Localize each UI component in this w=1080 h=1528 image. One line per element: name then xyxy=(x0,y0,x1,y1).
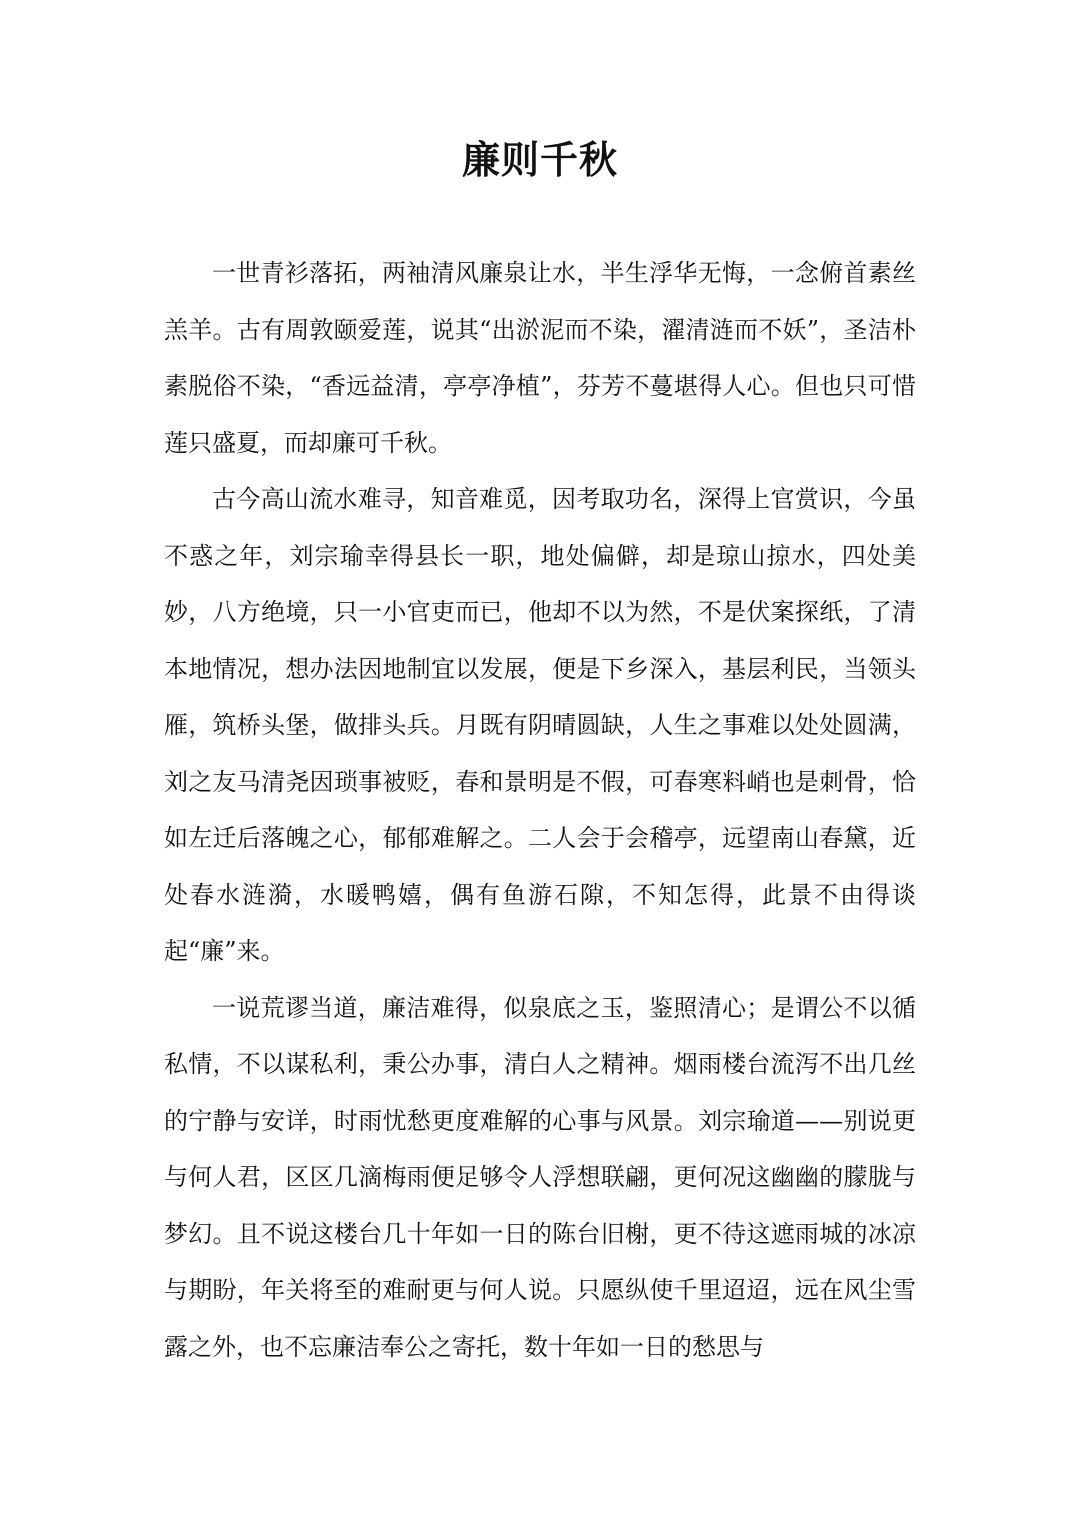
paragraph-1: 一世青衫落拓，两袖清风廉泉让水，半生浮华无悔，一念俯首素丝羔羊。古有周敦颐爱莲，说其“出淤泥而不染，濯清涟而不妖”，圣洁朴素脱俗不染，“香远益清，亭亭净植”，芬芳不蔓堪得人心。但也只可惜莲只盛夏，而却廉可千秋。 xyxy=(164,259,916,457)
document-title: 廉则千秋 xyxy=(461,138,618,182)
paragraph-3: 一说荒谬当道，廉洁难得，似泉底之玉，鉴照清心；是谓公不以循私情，不以谋私利，秉公办事，清白人之精神。烟雨楼台流泻不出几丝的宁静与安详，时雨忧愁更度难解的心事与风景。刘宗瑜道——别说更与何人君，区区几滴梅雨便足够令人浮想联翩，更何况这幽幽的朦胧与梦幻。且不说这楼台几十年如一日的陈台旧榭，更不待这遮雨城的冰凉与期盼，年关将至的难耐更与何人说。只愿纵使千里迢迢，远在风尘雪露之外，也不忘廉洁奉公之寄托，数十年如一日的愁思与 xyxy=(164,993,916,1361)
paragraph-2: 古今高山流水难寻，知音难觅，因考取功名，深得上官赏识，今虽不惑之年，刘宗瑜幸得县长一职，地处偏僻，却是琼山掠水，四处美妙，八方绝境，只一小官吏而已，他却不以为然，不是伏案探纸，了清本地情况，想办法因地制宜以发展，便是下乡深入，基层利民，当领头雁，筑桥头堡，做排头兵。月既有阴晴圆缺，人生之事难以处处圆满，刘之友马清尧因琐事被贬，春和景明是不假，可春寒料峭也是刺骨，恰如左迁后落魄之心，郁郁难解之。二人会于会稽亭，远望南山春黛，近处春水涟漪，水暖鸭嬉，偶有鱼游石隙，不知怎得，此景不由得谈起“廉”来。 xyxy=(164,485,916,965)
document-body xyxy=(164,245,916,1375)
